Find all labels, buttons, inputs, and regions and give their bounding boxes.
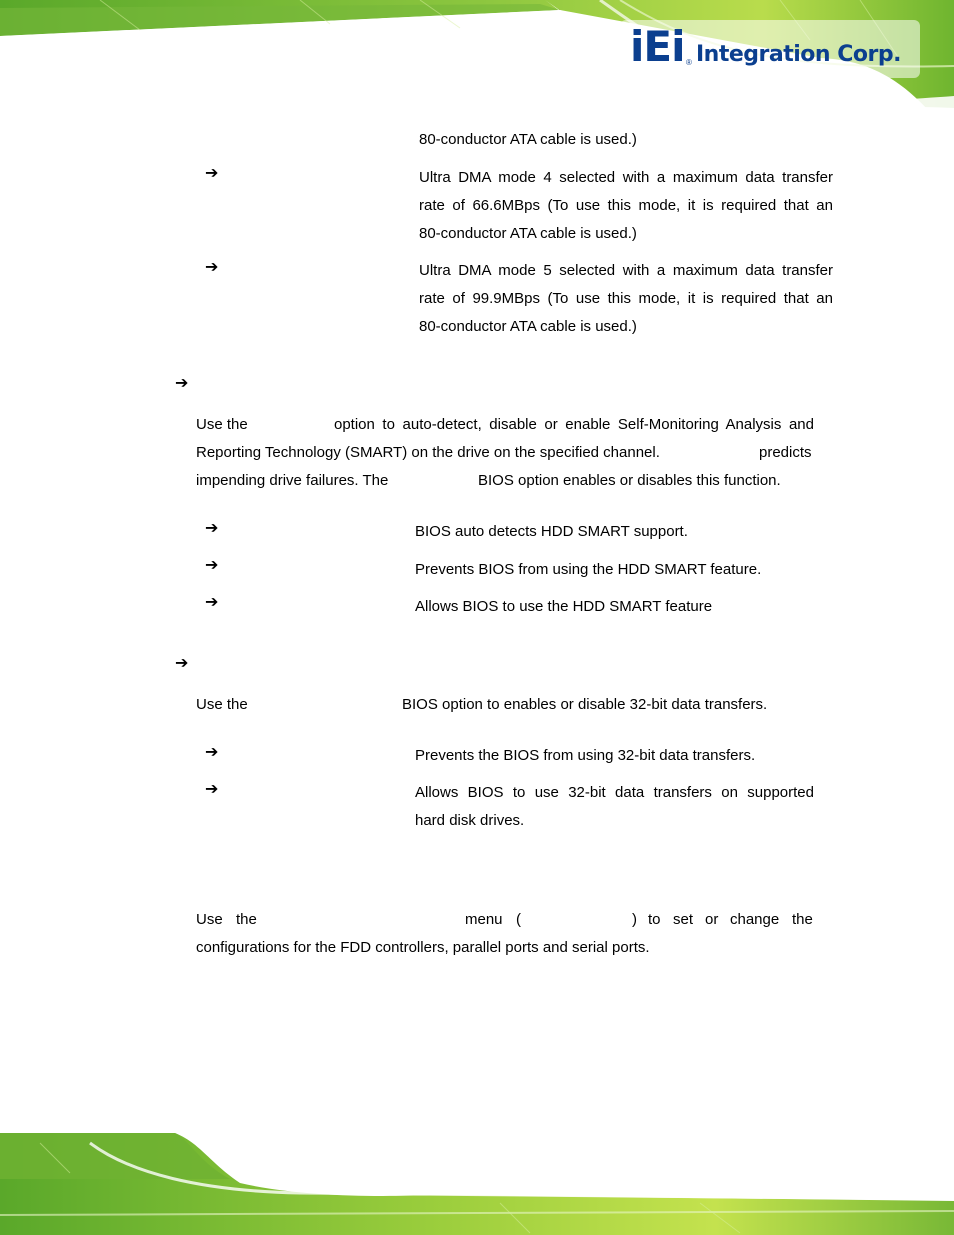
transfer32-option-disabled-desc: Prevents the BIOS from using 32-bit data transfers. — [415, 747, 756, 764]
superio-word: the — [236, 911, 257, 928]
superio-word: Use — [196, 911, 223, 928]
transfer32-para-end: BIOS option to enables or disable 32-bit data transfers. — [402, 696, 768, 713]
smart-para-line1-end: option to auto-detect, disable or enable Self-Monitoring Analysis and — [334, 416, 814, 433]
udma-mode4-line1: Ultra DMA mode 4 selected with a maximum data transfer — [419, 169, 833, 186]
udma-mode5-line3: 80-conductor ATA cable is used.) — [419, 318, 637, 335]
superio-word: ( — [516, 911, 521, 928]
transfer32-option-enabled-desc-line2: hard disk drives. — [415, 812, 525, 829]
udma-mode4-line3: 80-conductor ATA cable is used.) — [419, 225, 637, 242]
page-header-banner — [0, 0, 954, 112]
smart-para-line3-end: BIOS option enables or disables this function. — [478, 472, 781, 489]
page-footer-banner — [0, 1133, 954, 1235]
transfer32-option-enabled-desc-line1: Allows BIOS to use 32-bit data transfers on supported — [415, 784, 814, 801]
smart-option-enabled-desc: Allows BIOS to use the HDD SMART feature — [415, 598, 713, 615]
smart-para-line2-start: Reporting Technology (SMART) on the drive on the specified channel. — [196, 444, 660, 461]
arrow-icon: ➔ — [205, 257, 219, 276]
smart-option-auto-desc: BIOS auto detects HDD SMART support. — [415, 523, 688, 540]
udma-mode5-line2: rate of 99.9MBps (To use this mode, it is required that an — [419, 290, 833, 307]
smart-para-line2-end: predicts — [759, 444, 812, 461]
superio-word: set — [673, 911, 694, 928]
superio-word: to — [648, 911, 661, 928]
section-arrow-icon: ➔ — [175, 373, 189, 392]
udma-mode5-line1: Ultra DMA mode 5 selected with a maximum data transfer — [419, 262, 833, 279]
superio-word: ) — [632, 911, 637, 928]
arrow-icon: ➔ — [205, 163, 219, 182]
arrow-icon: ➔ — [205, 592, 219, 611]
smart-option-disabled-desc: Prevents BIOS from using the HDD SMART feature. — [415, 561, 762, 578]
arrow-icon: ➔ — [205, 742, 219, 761]
smart-para-line1-start: Use the — [196, 416, 248, 433]
udma-mode4-line2: rate of 66.6MBps (To use this mode, it is required that an — [419, 197, 833, 214]
arrow-icon: ➔ — [205, 518, 219, 537]
superio-word: the — [792, 911, 813, 928]
logo-iei-text: iEi — [630, 22, 685, 71]
udma-mode3-tail: 80-conductor ATA cable is used.) — [419, 131, 637, 148]
arrow-icon: ➔ — [205, 779, 219, 798]
superio-para-line2: configurations for the FDD controllers, parallel ports and serial ports. — [196, 939, 650, 956]
arrow-icon: ➔ — [205, 555, 219, 574]
logo-company-name: Integration Corp. — [696, 42, 901, 67]
logo-registered-mark: ® — [686, 58, 692, 67]
section-arrow-icon: ➔ — [175, 653, 189, 672]
smart-para-line3-start: impending drive failures. The — [196, 472, 389, 489]
footer-decoration — [0, 1133, 954, 1235]
superio-word: menu — [465, 911, 503, 928]
transfer32-para-start: Use the — [196, 696, 248, 713]
superio-word: or — [705, 911, 719, 928]
superio-word: change — [730, 911, 780, 928]
